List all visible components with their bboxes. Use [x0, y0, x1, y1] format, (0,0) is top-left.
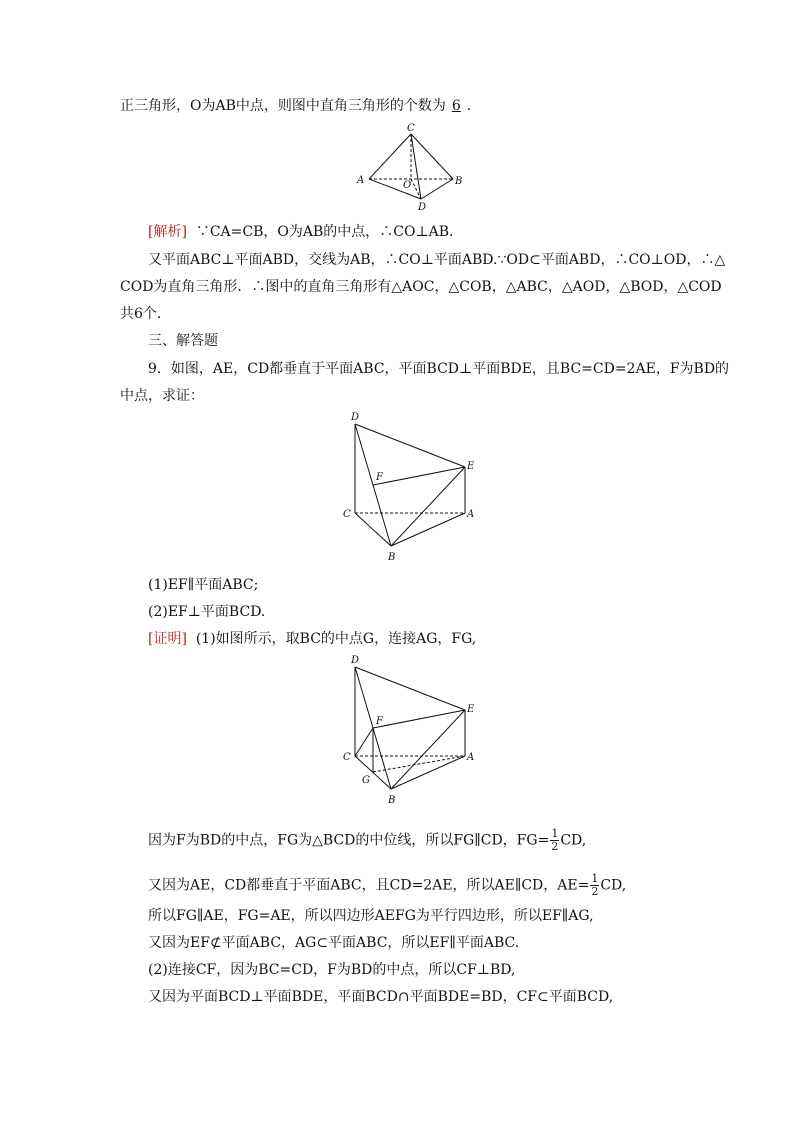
question-9-part-1: (1)EF∥平面ABC; [148, 577, 259, 593]
frac-num-2: 1 [591, 872, 599, 885]
solid-figure-3 [338, 653, 483, 811]
fraction-one-half [550, 828, 559, 853]
fig2-label-B: B [388, 552, 396, 563]
analysis-line-1 [148, 222, 453, 242]
fig2-label-E: E [467, 461, 475, 472]
fig1-label-B: B [455, 176, 463, 187]
proof-line-4: 所以FG∥AE，FG=AE，所以四边形AEFG为平行四边形，所以EF∥AG, [148, 908, 594, 924]
fig3-label-A: A [467, 752, 475, 763]
fig3-label-F: F [376, 716, 383, 727]
fig1-label-C: C [407, 123, 415, 134]
fig1-label-O: O [403, 180, 412, 191]
tetrahedron-figure-1 [355, 122, 475, 214]
fig3-label-D: D [351, 655, 360, 666]
fig1-label-A: A [357, 175, 365, 186]
analysis-line-3: COD为直角三角形．∴图中的直角三角形有△AOC，△COB，△ABC，△AOD，△BOD，△COD [120, 279, 722, 295]
frac-den-2: 2 [591, 885, 599, 898]
answer-blank: 6 [451, 98, 461, 114]
proof-line-7: 又因为平面BCD⊥平面BDE，平面BCD∩平面BDE=BD，CF⊂平面BCD, [148, 989, 614, 1005]
proof-tag: [证明] [148, 631, 187, 647]
proof-text-1: (1)如图所示，取BC的中点G，连接AG，FG, [195, 631, 477, 647]
analysis-line-2: 又平面ABC⊥平面ABD，交线为AB，∴CO⊥平面ABD.∵OD⊂平面ABD，∴CO⊥OD，∴△ [148, 252, 726, 268]
fig2-label-F: F [376, 472, 383, 483]
fig3-label-G: G [362, 775, 370, 786]
question-9-line-2: 中点，求证： [120, 388, 204, 404]
question-8-tail [120, 96, 471, 116]
analysis-text-1: ∵CA=CB，O为AB的中点，∴CO⊥AB. [195, 224, 454, 240]
fig3-label-B: B [388, 795, 396, 806]
fig2-label-D: D [351, 412, 360, 423]
proof-line-5: 又因为EF⊄平面ABC，AG⊂平面ABC，所以EF∥平面ABC. [148, 935, 520, 951]
question-9-part-2: (2)EF⊥平面BCD. [148, 604, 266, 620]
fig2-label-C: C [343, 509, 351, 520]
frac-den: 2 [551, 840, 559, 853]
proof-text-2b: CD, [560, 832, 587, 849]
question-9-line-1: 9．如图，AE，CD都垂直于平面ABC，平面BCD⊥平面BDE，且BC=CD=2AE，F为BD的 [148, 361, 730, 377]
proof-text-3a: 又因为AE，CD都垂直于平面ABC，且CD=2AE，所以AE∥CD，AE= [148, 877, 590, 894]
proof-line-3 [148, 873, 626, 898]
analysis-line-4: 共6个． [120, 306, 171, 322]
fig3-label-E: E [467, 704, 475, 715]
question-8-text: 正三角形，O为AB中点，则图中直角三角形的个数为 [120, 98, 446, 114]
solid-figure-2 [338, 410, 483, 568]
fig1-label-D: D [418, 202, 427, 213]
section-heading: 三、解答题 [148, 333, 218, 349]
proof-line-6: (2)连接CF，因为BC=CD，F为BD的中点，所以CF⊥BD, [148, 962, 516, 978]
fig2-label-A: A [467, 509, 475, 520]
analysis-tag: [解析] [148, 224, 187, 240]
proof-text-2a: 因为F为BD的中点，FG为△BCD的中位线，所以FG∥CD，FG= [148, 832, 550, 849]
proof-line-2 [148, 828, 586, 853]
period: . [466, 98, 472, 114]
frac-num: 1 [551, 827, 559, 840]
proof-text-3b: CD, [600, 877, 627, 894]
fig3-label-C: C [343, 752, 351, 763]
fraction-one-half-2 [590, 873, 599, 898]
proof-line-1 [148, 629, 476, 649]
